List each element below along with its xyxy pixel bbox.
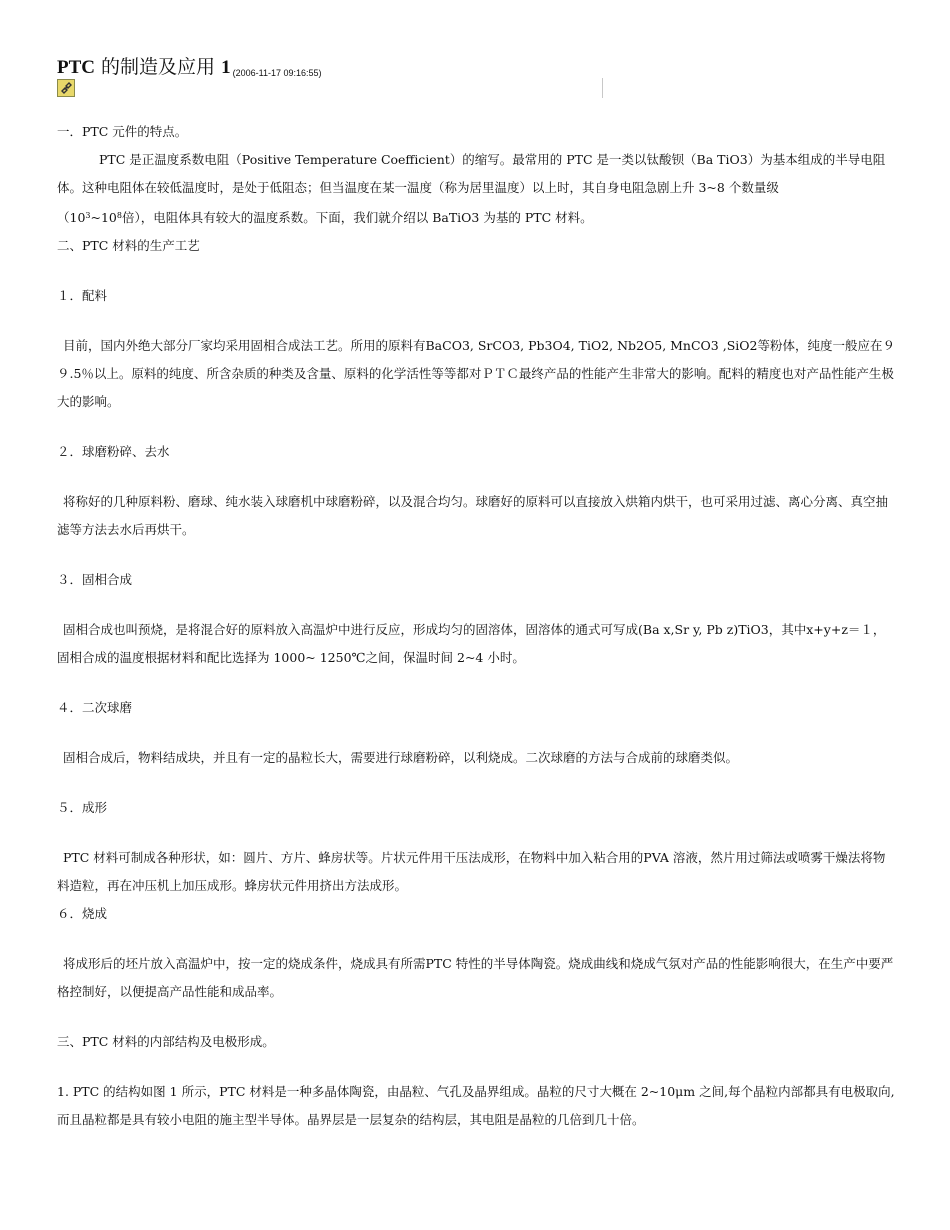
superscript: 3 — [85, 211, 91, 220]
subsection-heading: ６．烧成 — [57, 906, 108, 921]
divider — [602, 78, 603, 98]
paragraph: 将成形后的坯片放入高温炉中，按一定的烧成条件，烧成具有所需PTC 特性的半导体陶瓷。烧成曲线和烧成气氛对产品的性能影响很大，在生产中要严格控制好，以便提高产品性能和成品率。 — [57, 956, 894, 999]
chain-link-icon[interactable] — [57, 79, 75, 97]
paragraph: 目前，国内外绝大部分厂家均采用固相合成法工艺。所用的原料有BaCO3, SrCO3, Pb3O4, TiO2, Nb2O5, MnCO3 ,SiO2等粉体，纯度一般应在９９.5％以上。原料的纯度、所含杂质的种类及含量、原料的化学活性等等都对ＰＴＣ最终产品的性能产生非常大的影响。配料的精度也对产品性能产生极大的影响。 — [57, 338, 895, 409]
subsection-heading: １．配料 — [57, 288, 108, 303]
title-number: 1 — [221, 57, 231, 78]
document-page — [57, 52, 897, 1127]
text-run: 倍），电阻体具有较大的温度系数。下面，我们就介绍以 BaTiO3 为基的 PTC 材料。 — [121, 210, 593, 225]
post-timestamp: (2006-11-17 09:16:55) — [232, 68, 322, 78]
page-title — [57, 52, 897, 79]
paragraph: PTC 是正温度系数电阻（Positive Temperature Coefficient）的缩写。最常用的 PTC 是一类以钛酸钡（Ba TiO3）为基本组成的半导电阻体。这种电阻体在较低温度时，是处于低阻态；但当温度在某一温度（称为居里温度）以上时，其自身电阻急剧上升 3~8 个数量级 — [57, 152, 886, 195]
subsection-heading: ２．球磨粉碎、去水 — [57, 444, 170, 459]
paragraph: 将称好的几种原料粉、磨球、纯水装入球磨机中球磨粉碎，以及混合均匀。球磨好的原料可以直接放入烘箱内烘干，也可采用过滤、离心分离、真空抽滤等方法去水后再烘干。 — [57, 494, 889, 537]
section-heading: 一．PTC 元件的特点。 — [57, 124, 188, 139]
superscript: 8 — [116, 211, 122, 220]
paragraph: 1. PTC 的结构如图 1 所示，PTC 材料是一种多晶体陶瓷，由晶粒、气孔及晶界组成。晶粒的尺寸大概在 2~10μm 之间,每个晶粒内部都具有电极取向,而且晶粒都是具有较小电阻的施主型半导体。晶界层是一层复杂的结构层，其电阻是晶粒的几倍到几十倍。 — [57, 1084, 895, 1127]
article-body — [57, 118, 897, 1134]
paragraph: 固相合成后，物料结成块，并且有一定的晶粒长大，需要进行球磨粉碎，以利烧成。二次球磨的方法与合成前的球磨类似。 — [63, 750, 739, 765]
section-heading: 三、PTC 材料的内部结构及电极形成。 — [57, 1034, 275, 1049]
section-heading: 二、PTC 材料的生产工艺 — [57, 238, 200, 253]
paragraph — [57, 202, 897, 232]
title-row — [57, 52, 897, 82]
text-run: ~10 — [90, 210, 117, 225]
title-ptc: PTC — [57, 57, 95, 78]
paragraph: PTC 材料可制成各种形状，如：圆片、方片、蜂房状等。片状元件用干压法成形，在物料中加入粘合用的PVA 溶液，然片用过筛法或喷雾干燥法将物料造粒，再在冲压机上加压成形。蜂房状元件用挤出方法成形。 — [57, 850, 886, 893]
paragraph: 固相合成也叫预烧，是将混合好的原料放入高温炉中进行反应，形成均匀的固溶体，固溶体的通式可写成(Ba x,Sr y, Pb z)TiO3，其中x+y+z＝１，固相合成的温度根据材料和配比选择为 1000~ 1250℃之间，保温时间 2~4 小时。 — [57, 622, 886, 665]
text-run: （10 — [57, 210, 86, 225]
subsection-heading: ５．成形 — [57, 800, 108, 815]
title-text: 的制造及应用 — [95, 56, 222, 78]
subsection-heading: ３．固相合成 — [57, 572, 133, 587]
subsection-heading: ４．二次球磨 — [57, 700, 133, 715]
